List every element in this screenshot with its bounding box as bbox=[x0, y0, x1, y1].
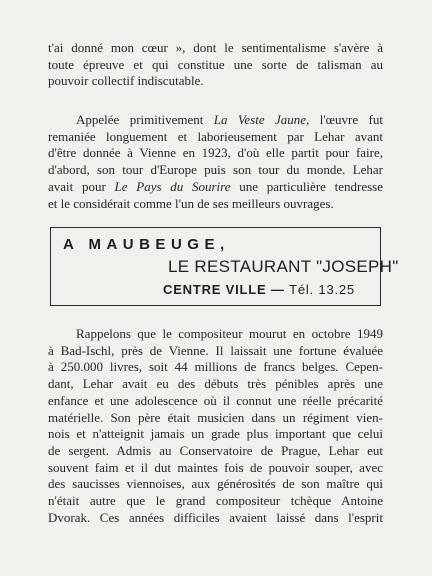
text-line: remaniée longuement et laborieusement par Lehar avant bbox=[48, 128, 383, 144]
text-line: à 250.000 livres, soit 44 millions de francs belges. Cepen- bbox=[48, 359, 383, 375]
text-line: matérielle. Son père était musicien dans un régiment vien- bbox=[48, 409, 383, 425]
ad-place-text: CENTRE VILLE — bbox=[163, 282, 285, 297]
text-line: dant, Lehar avait eu des débuts très pénibles après une bbox=[48, 376, 383, 392]
text-run: l'œuvre fut bbox=[309, 112, 383, 127]
text-line bbox=[48, 112, 383, 129]
text-line: souvent faim et il dut maintes fois de pouvoir souper, avec bbox=[48, 459, 383, 475]
paragraph-history bbox=[48, 112, 383, 212]
text-run: Appelée primitivement bbox=[76, 112, 214, 127]
text-line: d'être donnée à Vienne en 1923, d'où elle partit pour faire, bbox=[48, 145, 383, 161]
ad-location bbox=[163, 282, 355, 297]
text-run: avait pour bbox=[48, 178, 115, 194]
text-line: et le considérait comme l'un de ses meilleurs ouvrages. bbox=[48, 195, 334, 211]
text-line: toute épreuve et qui constitue une sorte de talisman au bbox=[48, 56, 383, 72]
italic-title: La Veste Jaune, bbox=[213, 112, 310, 127]
ad-phone: Tél. 13.25 bbox=[289, 282, 355, 297]
text-line bbox=[48, 179, 383, 196]
restaurant-advertisement bbox=[50, 227, 399, 306]
text-line: d'abord, son tour d'Europe puis son tour du monde. Lehar bbox=[48, 162, 383, 178]
text-line: Dvorak. Ces années difficiles avaient laissé dans l'esprit bbox=[48, 509, 383, 525]
text-line: des saucisses viennoises, aux générosités de son maître qui bbox=[48, 476, 383, 492]
paragraph-biography bbox=[48, 326, 383, 526]
paragraph-intro bbox=[48, 40, 383, 90]
text-line: à Bad-Ischl, près de Vienne. Il laissait une fortune évaluée bbox=[48, 342, 383, 358]
italic-title: Le Pays du Sourire bbox=[114, 178, 231, 194]
text-line: de sergent. Admis au Conservatoire de Prague, Lehar eut bbox=[48, 442, 383, 458]
ad-restaurant-name: LE RESTAURANT "JOSEPH" bbox=[168, 257, 399, 276]
ad-city: A MAUBEUGE, bbox=[63, 236, 230, 253]
text-run: une particulière tendresse bbox=[230, 178, 384, 194]
text-line: Rappelons que le compositeur mourut en octobre 1949 bbox=[76, 326, 383, 341]
text-line: enfance et une adolescence où il connut une réelle précarité bbox=[48, 392, 383, 408]
text-line: nois et n'atteignit jamais un grade plus important que celui bbox=[48, 426, 383, 442]
text-line: pouvoir collectif indiscutable. bbox=[48, 73, 204, 89]
text-line: t'ai donné mon cœur », dont le sentimentalisme s'avère à bbox=[48, 40, 383, 55]
text-line: n'était autre que le grand compositeur tchèque Antoine bbox=[48, 493, 383, 509]
